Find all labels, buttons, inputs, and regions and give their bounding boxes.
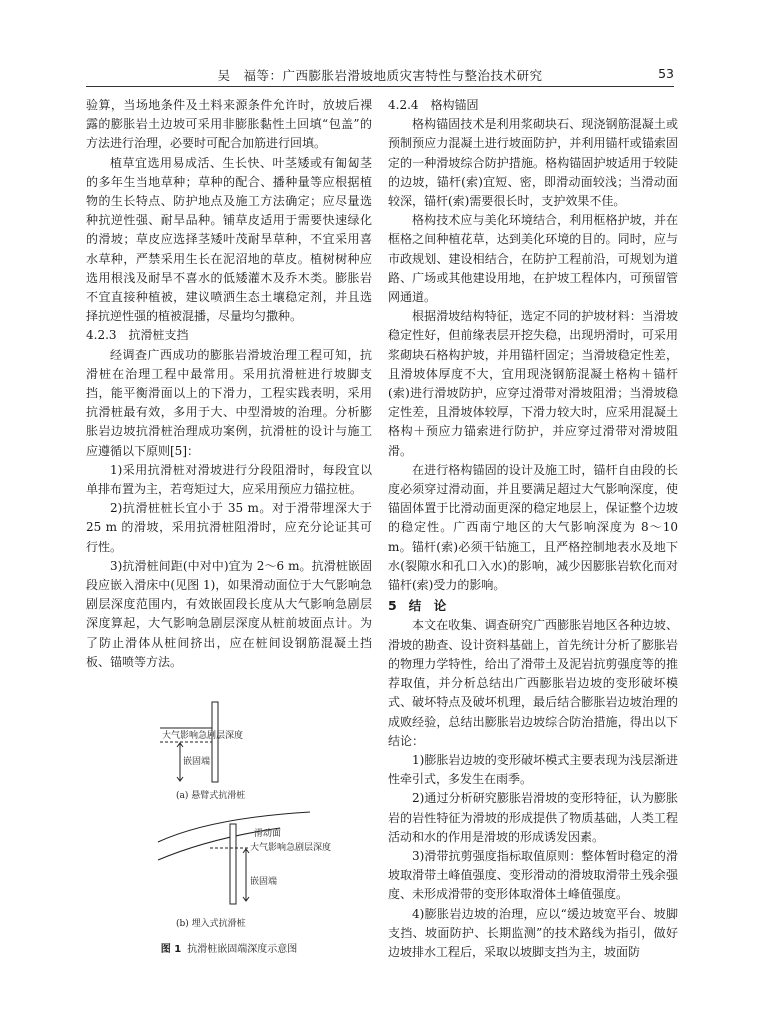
figure-caption-text: 抗滑桩嵌固端深度示意图 <box>187 944 298 955</box>
left-column <box>86 96 372 672</box>
running-title: 吴 福等：广西膨胀岩滑坡地质灾害特性与整治技术研究 <box>217 68 543 83</box>
paragraph: 验算，当场地条件及土料来源条件允许时，放坡后裸露的膨胀岩土边坡可采用非膨胀黏性土回填“包盖”的方法进行治理，必要时可配合加筋进行回填。 <box>86 98 372 151</box>
right-column <box>388 96 678 962</box>
pile-a <box>212 702 218 782</box>
running-header <box>86 64 674 87</box>
label-anchor-b: 嵌固端 <box>250 877 278 887</box>
label-depth-b: 大气影响急剧层深度 <box>250 843 332 853</box>
section-heading-5 <box>388 596 678 615</box>
paragraph: 根据滑坡结构特征，选定不同的护坡材料：当滑坡稳定性好，但前缘表层开挖失稳，出现坍滑时，可采用浆砌块石格构护坡，并用锚杆固定；当滑坡稳定性差，且滑坡体厚度不大，宜用现浇钢筋混凝土格构＋锚杆(索)进行滑坡防护，应穿过滑带对滑坡阻滑；当滑坡稳定性差，且滑坡体较厚，下滑力较大时，应采用混凝土格构＋预应力锚索进行防护，并应穿过滑带对滑坡阻滑。 <box>388 309 678 458</box>
paragraph: 经调查广西成功的膨胀岩滑坡治理工程可知，抗滑桩在治理工程中最常用。采用抗滑桩进行坡脚支挡，能平衡滑面以上的下滑力，工程实践表明，采用抗滑桩最有效，多用于大、中型滑坡的治理。分析膨胀岩边坡抗滑桩治理成功案例，抗滑桩的设计与施工应遵循以下原则[5]： <box>86 347 372 458</box>
subcaption-a: (a) 悬臂式抗滑桩 <box>176 791 246 801</box>
paragraph: 2)通过分析研究膨胀岩滑坡的变形特征，认为膨胀岩的岩性特征为滑坡的形成提供了物质基础，人类工程活动和水的作用是滑坡的形成诱发因素。 <box>388 791 678 844</box>
label-depth-a: 大气影响急剧层深度 <box>162 731 244 741</box>
diagram-a <box>160 702 218 782</box>
paragraph: 在进行格构锚固的设计及施工时，锚杆自由段的长度必须穿过滑动面，并且要满足超过大气影响深度，使锚固体置于比滑动面更深的稳定地层上，保证整个边坡的稳定性。广西南宁地区的大气影响深度为 8～10 m。锚杆(索)必须干钻施工，且严格控制地表水及地下水(裂隙水和孔口入水)的影响，减少因膨胀岩软化而对锚杆(索)受力的影响。 <box>388 462 678 593</box>
subcaption-b: (b) 埋入式抗滑桩 <box>176 919 246 929</box>
section-title: 结 论 <box>408 598 447 614</box>
paragraph: 4)膨胀岩边坡的治理，应以“缓边坡宽平台、坡脚支挡、坡面防护、长期监测”的技术路线为指引，做好边坡排水工程后，采取以坡脚支挡为主，坡面防 <box>388 906 678 959</box>
paragraph: 3)滑带抗剪强度指标取值原则：整体暂时稳定的滑坡取滑带土峰值强度、变形滑动的滑坡取滑带土残余强度、未形成滑带的变形体取滑体土峰值强度。 <box>388 848 678 902</box>
figure-caption <box>86 940 372 955</box>
paragraph: 1)采用抗滑桩对滑坡进行分段阻滑时，每段宜以单排布置为主，若弯矩过大，应采用预应力锚拉桩。 <box>86 462 372 497</box>
paragraph: 本文在收集、调查研究广西膨胀岩地区各种边坡、滑坡的勘查、设计资料基础上，首先统计分析了膨胀岩的物理力学特性，给出了滑带土及泥岩抗剪强度等的推荐取值，并分析总结出广西膨胀岩边坡的变形破坏模式、破坏特点及破坏机理，最后结合膨胀岩边坡治理的成败经验，总结出膨胀岩边坡综合防治措施，得出以下结论： <box>388 618 678 748</box>
page-number: 53 <box>658 66 674 81</box>
section-heading-4-2-4: 4.2.4 格构锚固 <box>388 98 479 112</box>
section-number: 5 <box>388 598 397 614</box>
paragraph: 植草宜选用易成活、生长快、叶茎矮或有匍匐茎的多年生当地草种；草种的配合、播种量等应根据植物的生长特点、防护地点及施工方法确定；应尽量选种抗逆性强、耐旱品种。铺草皮适用于需要快速绿化的滑坡；草皮应选择茎矮叶茂耐旱草种，不宜采用喜水草种，严禁采用生长在泥沼地的草皮。植树树种应选用根浅及耐旱不喜水的低矮灌木及乔木类。膨胀岩不宜直接种植被，建议喷洒生态土壤稳定剂，并且选择抗逆性强的植被混播，尽量均匀撒种。 <box>86 155 372 324</box>
diagram-b <box>158 812 310 904</box>
paragraph: 2)抗滑桩桩长宜小于 35 m。对于滑带埋深大于 25 m 的滑坡，采用抗滑桩阻滑时，应充分论证其可行性。 <box>86 501 372 554</box>
label-slide-b: 滑动面 <box>254 829 282 839</box>
paragraph: 3)抗滑桩间距(中对中)宜为 2～6 m。抗滑桩嵌固段应嵌入滑床中(见图 1)，如果滑动面位于大气影响急剧层深度范围内，有效嵌固段长度从大气影响急剧层深度算起，大气影响急剧层深度从桩前坡面点计。为了防止滑体从桩间挤出，应在桩间设钢筋混凝土挡板、锚喷等方法。 <box>86 558 372 669</box>
section-heading-4-2-3: 4.2.3 抗滑桩支挡 <box>86 328 189 343</box>
figure-1-diagram <box>150 700 332 940</box>
paragraph: 格构锚固技术是利用浆砌块石、现浇钢筋混凝土或预制预应力混凝土进行坡面防护，并利用锚杆或锚索固定的一种滑坡综合防护措施。格构锚固护坡适用于较陡的边坡，锚杆(索)宜短、密，即滑动面较浅；当滑动面较深，锚杆(索)需要很长时，支护效果不佳。 <box>388 117 678 209</box>
paragraph: 1)膨胀岩边坡的变形破坏模式主要表现为浅层渐进性牵引式，多发生在雨季。 <box>388 752 678 787</box>
figure-number: 图 1 <box>160 944 182 955</box>
label-anchor-a: 嵌固端 <box>183 757 211 767</box>
paragraph: 格构技术应与美化环境结合，利用框格护坡，并在框格之间种植花草，达到美化环境的目的。同时，应与市政规划、建设相结合，在防护工程前沿，可规划为道路、广场或其他建设用地，在护坡工程体内，可预留管网通道。 <box>388 213 678 305</box>
pile-b <box>230 824 236 904</box>
